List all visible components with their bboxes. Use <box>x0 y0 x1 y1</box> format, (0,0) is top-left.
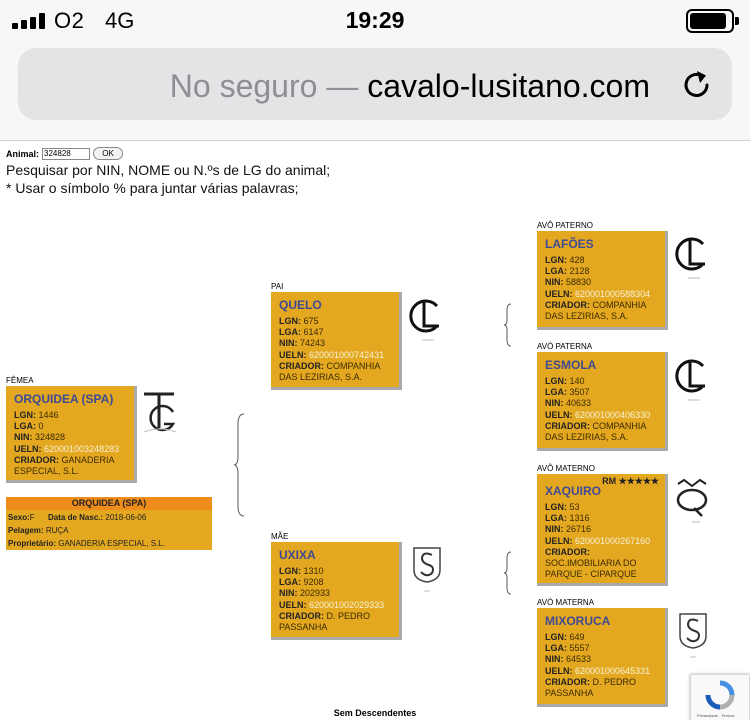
url-domain: cavalo-lusitano.com <box>367 68 650 104</box>
browser-toolbar <box>0 42 750 141</box>
clock: 19:29 <box>345 7 405 33</box>
address-bar[interactable] <box>18 48 732 120</box>
pedigree-brace <box>234 412 246 518</box>
pai-card[interactable]: QUELO LGN: 675 LGA: 6147 NIN: 74243 UELN: 620001000742431 CRIADOR: COMPANHIA DAS LEZIRIAS, S.A. <box>271 292 402 390</box>
avo-paterna-role: AVÓ PATERNA <box>537 342 593 351</box>
avo-materna-card[interactable]: MIXORUCA LGN: 649 LGA: 5557 NIN: 64533 UELN: 620001000645331 CRIADOR: D. PEDRO PASSANHA <box>537 608 668 707</box>
passanha-brand-icon <box>410 546 444 594</box>
avo-materna-name: MIXORUCA <box>545 614 611 628</box>
avo-paterno-role: AVÔ PATERNO <box>537 221 594 230</box>
mae-card[interactable]: UXIXA LGN: 1310 LGA: 9208 NIN: 202933 UELN: 620001002029333 CRIADOR: D. PEDRO PASSANHA <box>271 542 402 640</box>
info-title: ORQUIDEA (SPA) <box>6 497 212 510</box>
pai-brace <box>503 302 513 348</box>
avo-materna-role: AVÓ MATERNA <box>537 598 595 607</box>
recaptcha-icon <box>703 679 737 711</box>
recaptcha-badge[interactable] <box>690 674 750 720</box>
subject-role: FÊMEA <box>6 376 34 385</box>
subject-card[interactable]: ORQUIDEA (SPA) LGN: 1446 LGA: 0 NIN: 324828 UELN: 620001003248283 CRIADOR: GANADERIA ESPECIAL, S.L. <box>6 386 137 483</box>
subject-name: ORQUIDEA (SPA) <box>14 392 114 406</box>
lezirias-brand-icon <box>674 356 708 404</box>
battery-icon <box>686 9 734 33</box>
ganaderia-brand-icon <box>140 388 180 436</box>
animal-label: Animal: <box>6 148 40 159</box>
reload-icon[interactable] <box>680 68 714 102</box>
mae-name: UXIXA <box>279 548 316 562</box>
mae-role: MÃE <box>271 532 289 541</box>
pai-name: QUELO <box>279 298 322 312</box>
page-content <box>0 142 750 720</box>
avo-materno-role: AVÔ MATERNO <box>537 464 595 473</box>
lezirias-brand-icon <box>408 296 442 344</box>
ciparque-brand-icon <box>672 478 712 528</box>
help-text-1: Pesquisar por NIN, NOME ou N.ºs de LG do animal; <box>6 162 331 178</box>
network-type: 4G <box>105 8 135 33</box>
lezirias-brand-icon <box>674 234 708 282</box>
avo-materno-name: XAQUIRO <box>545 484 602 498</box>
search-row <box>6 147 123 160</box>
sem-descendentes-text: Sem Descendentes <box>333 708 417 718</box>
insecure-label: No seguro — <box>169 68 359 104</box>
animal-search-input[interactable] <box>42 148 90 160</box>
avo-paterna-card[interactable]: ESMOLA LGN: 140 LGA: 3507 NIN: 40633 UELN: 620001000406330 CRIADOR: COMPANHIA DAS LEZIRIAS, S.A. <box>537 352 668 451</box>
help-text-2: * Usar o símbolo % para juntar várias palavras; <box>6 180 299 196</box>
mae-brace <box>503 550 513 596</box>
avo-paterno-name: LAFÕES <box>545 237 594 251</box>
avo-paterno-card[interactable]: LAFÕES LGN: 428 LGA: 2128 NIN: 58830 UELN: 620001000588304 CRIADOR: COMPANHIA DAS LEZIRIAS, S.A. <box>537 231 668 330</box>
avo-paterna-name: ESMOLA <box>545 358 597 372</box>
status-bar <box>0 0 750 42</box>
ok-button[interactable]: OK <box>93 147 123 160</box>
pai-role: PAI <box>271 282 284 291</box>
passanha-brand-icon <box>676 612 710 660</box>
avo-materno-card[interactable]: RM ★★★★★ XAQUIRO LGN: 53 LGA: 1316 NIN: 26716 UELN: 620001000267160 CRIADOR: SOC.IMOBILIARIA DO PARQUE - CIPARQUE <box>537 474 668 586</box>
animal-info-box: ORQUIDEA (SPA) Sexo:F Data de Nasc.: 2018-06-06 Pelagem: RUÇA Proprietário: GANADERIA ESPECIAL, S.L. <box>6 497 212 550</box>
rm-rating-badge: RM ★★★★★ <box>602 476 659 486</box>
recaptcha-terms[interactable]: Privacidade - Termos <box>697 713 735 718</box>
carrier-name: O2 <box>54 8 85 33</box>
